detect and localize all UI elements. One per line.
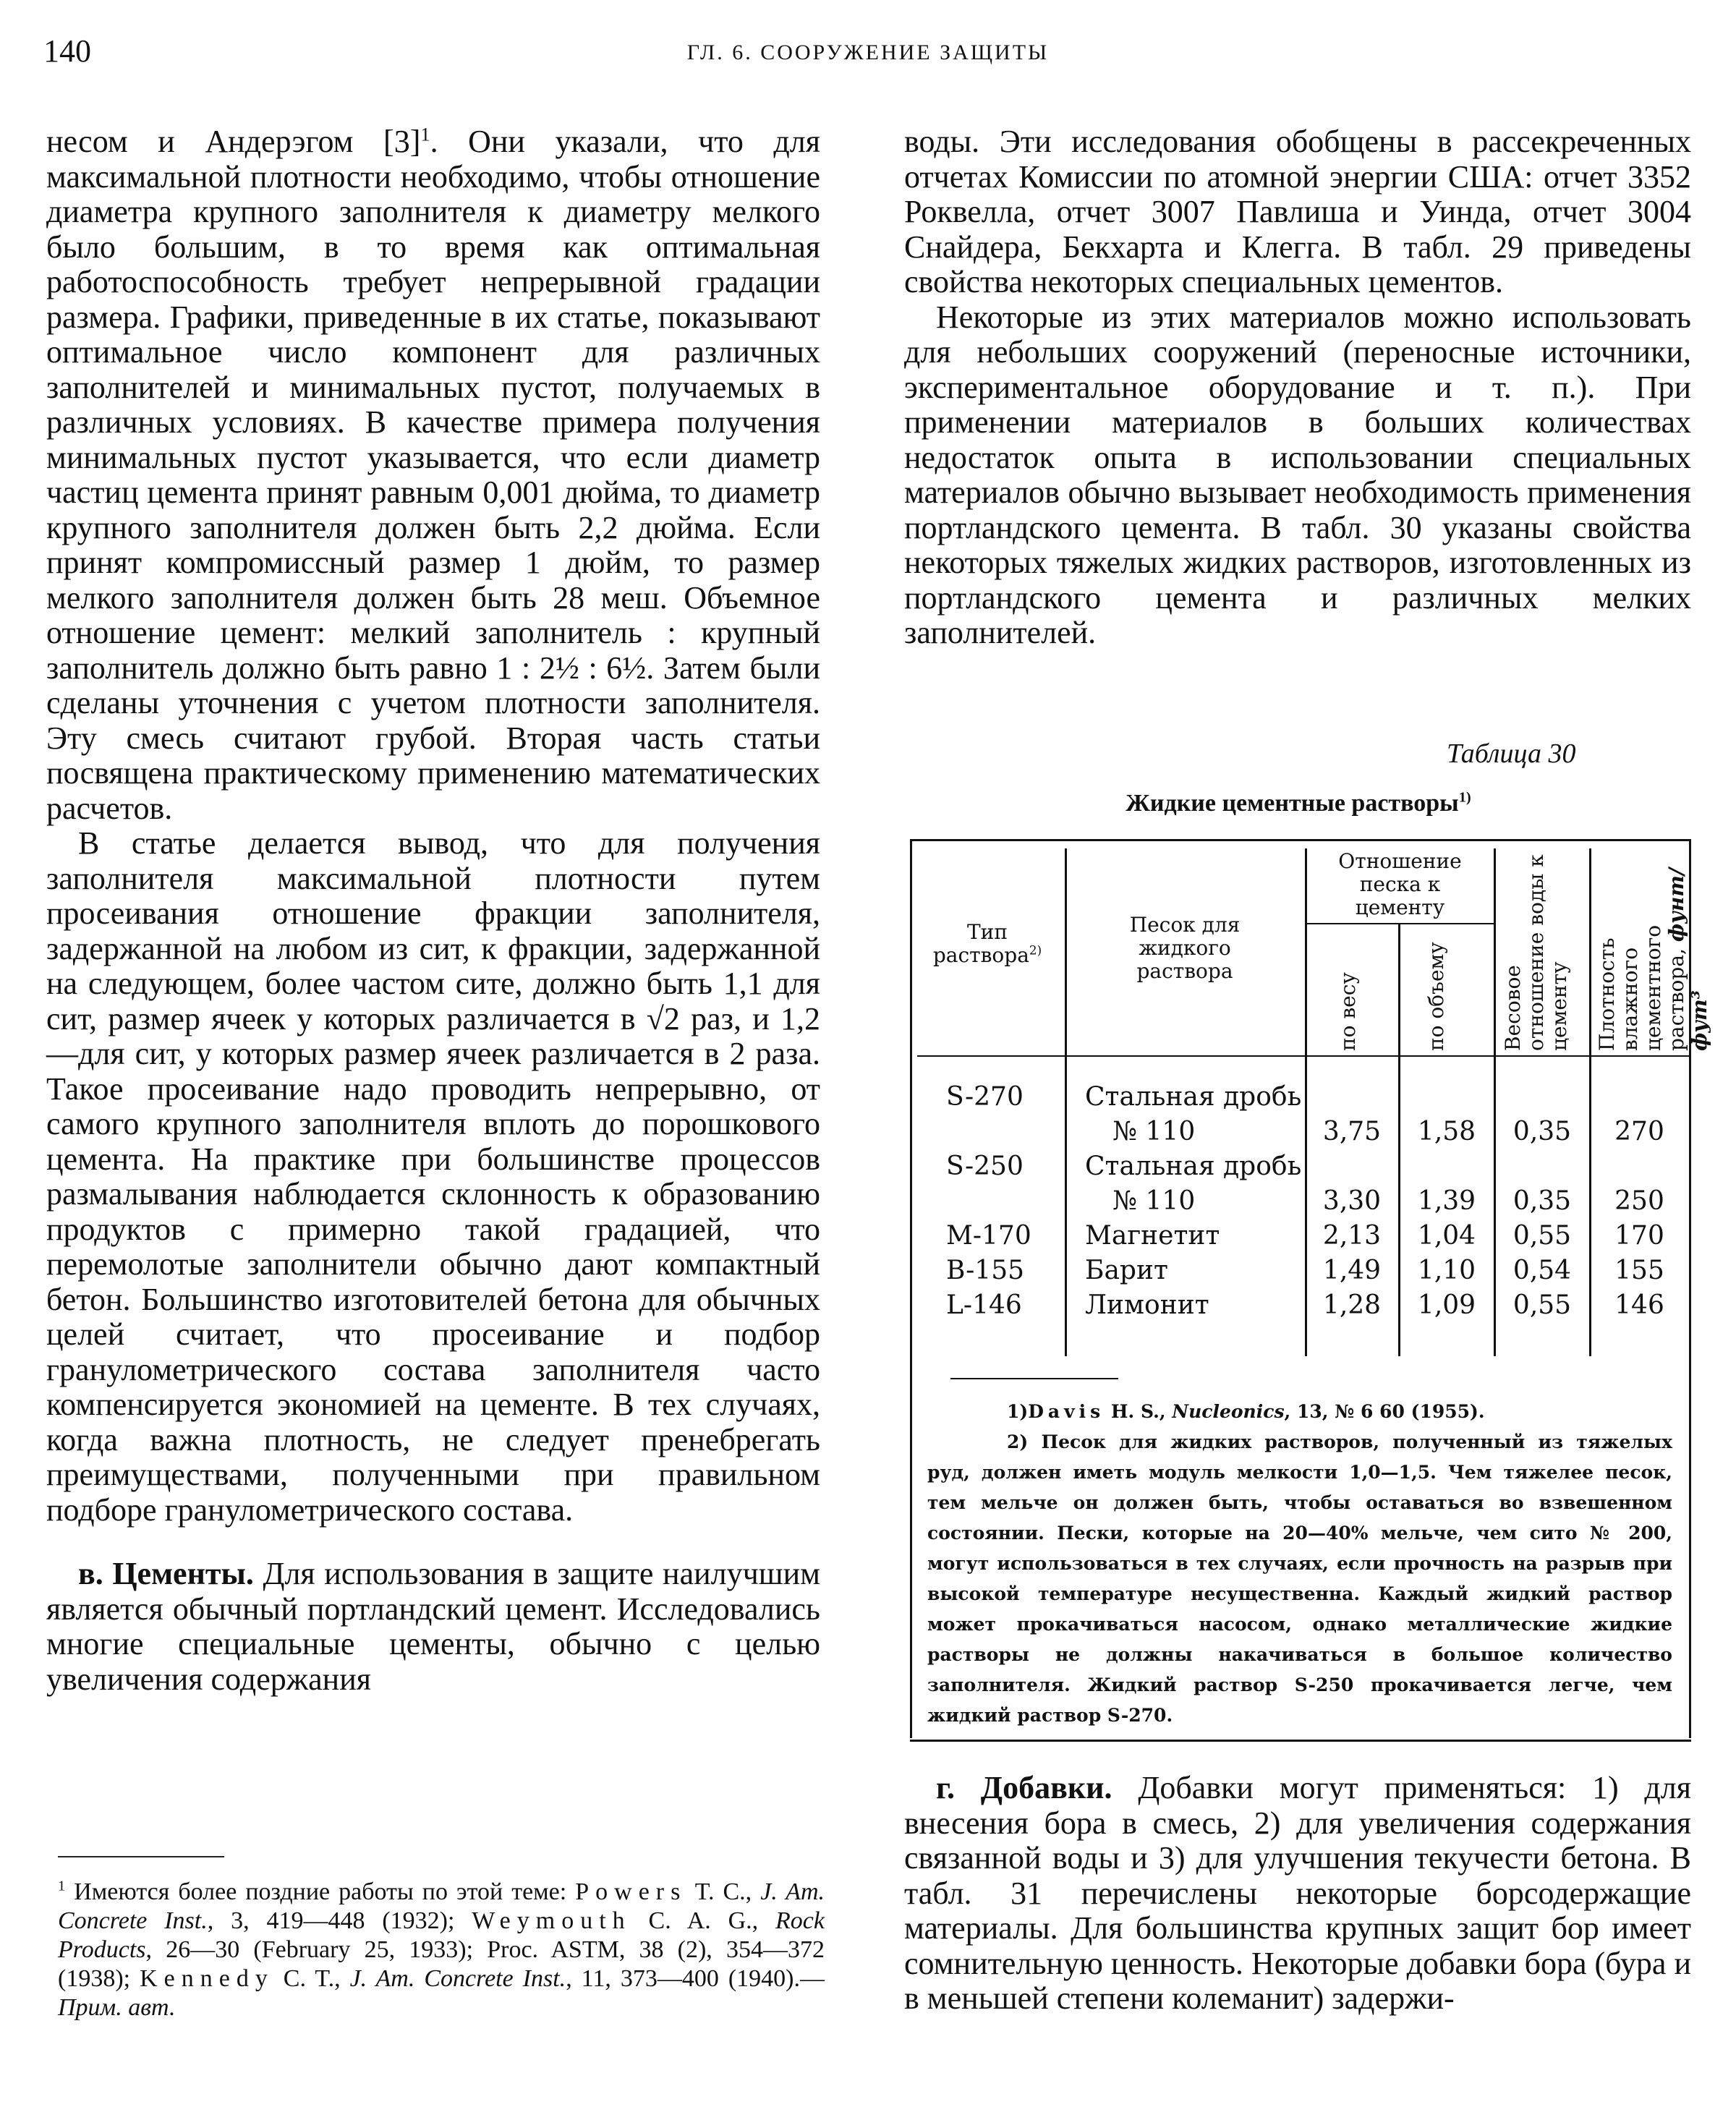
cell-sand: Барит [1085,1256,1168,1285]
journal: J. Am. Concrete Inst. [349,1965,566,1992]
left-column [46,124,820,1697]
col-header-by-volume: по объему [1424,942,1448,1051]
cell-density: 146 [1614,1290,1664,1320]
cell-by-weight: 1,49 [1322,1256,1382,1285]
column-divider [1065,848,1067,1356]
section-cements [46,1557,820,1697]
table-caption: Таблица 30 [1447,738,1576,769]
cell-by-weight: 1,28 [1322,1290,1382,1320]
col-header-water-ratio: Весовое отношение воды к цементу [1501,854,1571,1051]
cell-sand: Магнетит [1085,1221,1220,1251]
table-footnote-1: 1)Davis H. S., Nucleonics, 13, № 6 60 (1955). [1007,1401,1485,1422]
paragraph [46,124,820,826]
section-additives [904,1771,1691,2017]
cell-by-volume: 1,09 [1417,1290,1476,1320]
col-header-sand: Песок для жидкого раствора [1129,913,1241,983]
cell-water: 0,55 [1512,1290,1572,1320]
cell-water: 0,54 [1512,1256,1572,1285]
cell-by-volume: 1,58 [1417,1117,1476,1146]
col-header-density: Плотность влажного цементного раствора, фунт/фут³ [1595,867,1711,1051]
cell-water: 0,55 [1512,1221,1572,1251]
journal: J. Am. Concrete Inst. [58,1878,825,1934]
cell-type: L-146 [946,1290,1022,1320]
cell-by-weight: 3,75 [1322,1117,1382,1146]
paragraph-text: Для использования в защите наилучшим является обычный портландский цемент. Исследовались многие специальные цементы, обычно с целью увеличения содержания [46,1556,820,1697]
col-header-ratio-group: Отношение песка к цементу [1338,849,1462,919]
cell-by-volume: 1,04 [1417,1221,1476,1251]
footnote-divider [58,1856,224,1857]
paragraph [904,1771,1691,2017]
footnote-marker: 1 [58,1878,66,1894]
cell-sand: Стальная дробь [1085,1152,1302,1181]
cell-by-weight: 3,30 [1322,1186,1382,1216]
paragraph-text: Добавки могут применяться: 1) для внесения бора в смесь, 2) для увеличения содержания связанной воды и 3) для улучшения текучести бетона. В табл. 31 перечислены некоторые борсодержащие материалы. Для большинства крупных защит бор имеет сомнительную ценность. Некоторые добавки бора (бура и в меньшей степени колеманит) задержи- [904,1770,1691,2016]
table-footnote-2: 2) Песок для жидких растворов, полученный из тяжелых руд, должен иметь модуль мелкости 1,0—1,5. Чем тяжелее песок, тем мельче он должен быть, чтобы оставаться во взвешенном состоянии. Пески, которые на 20—40% мельче, чем сито № 200, могут использоваться в тех случаях, если прочность на разрыв при высокой температуре несущественна. Каждый жидкий раствор может прокачиваться насосом, однако металлические жидкие растворы не должны накачиваться в большое количество заполнителя. Жидкий раствор S-250 прокачивается легче, чем жидкий раствор S-270. [927,1431,1672,1726]
note: Прим. авт. [58,1994,176,2021]
col-header-type: Тип раствора$^{2)}$ [932,920,1042,967]
table-title: Жидкие цементные растворы$^{1)}$ [1126,789,1471,817]
header-divider [917,1055,1689,1057]
header-subdivider [1305,923,1494,924]
table-footnote-divider [950,1378,1118,1379]
cell-water: 0,35 [1512,1186,1572,1216]
section-heading: в. Цементы. [78,1556,254,1591]
cell-density: 270 [1614,1117,1664,1146]
paragraph: воды. Эти исследования обобщены в рассекреченных отчетах Комиссии по атомной энергии США: отчет 3352 Роквелла, отчет 3007 Павлиша и Уинда, отчет 3004 Снайдера, Бекхарта и Клегга. В табл. 29 приведены свойства некоторых специальных цементов. [904,124,1691,299]
cell-water: 0,35 [1512,1117,1572,1146]
journal: Rock Products [58,1907,825,1963]
cell-by-volume: 1,10 [1417,1256,1476,1285]
section-heading: г. Добавки. [936,1770,1112,1805]
right-column [904,124,1691,651]
footnote-ref[interactable]: 1 [420,123,430,145]
running-title: ГЛ. 6. СООРУЖЕНИЕ ЗАЩИТЫ [686,41,1050,64]
footnote: $^1$ Имеются более поздние работы по этой теме: Powers T. C., J. Am. Concrete Inst., 3, 419—448 (1932); Weymouth C. A. G., Rock Products, 26—30 (February 25, 1933); Proc. ASTM, 38 (2), 354—372 (1938); Kennedy C. T., J. Am. Concrete Inst., 11, 373—400 (1940).—Прим. авт. [58,1878,825,2021]
cell-by-volume: 1,39 [1417,1186,1476,1216]
cell-sand: Стальная дробь [1085,1082,1302,1112]
cell-sand: № 110 [1112,1186,1196,1216]
paragraph-text: несом и Андерэгом [3] [46,124,421,159]
cell-sand: № 110 [1112,1117,1196,1146]
author: Kennedy [140,1965,274,1992]
paragraph: Некоторые из этих материалов можно использовать для небольших сооружений (переносные источники, экспериментальное оборудование и т. п.). При применении материалов в больших количествах недостаток опыта в использовании специальных материалов обычно вызывает необходимость применения портландского цемента. В табл. 30 указаны свойства некоторых тяжелых жидких растворов, изготовленных из портландского цемента и различных мелких заполнителей. [904,299,1691,650]
cell-density: 170 [1614,1221,1664,1251]
cell-density: 155 [1614,1256,1664,1285]
table-border-left [910,841,912,1738]
paragraph-text: . Они указали, что для максимальной плотности необходимо, чтобы отношение диаметра крупного заполнителя к диаметру мелкого было большим, в то время как оптимальная работоспособность требует непрерывной градации размера. Графики, приведенные в их статье, показывают оптимальное число компонент для различных заполнителей и минимальных пустот, получаемых в различных условиях. В качестве примера получения минимальных пустот указывается, что если диаметр частиц цемента принят равным 0,001 дюйма, то диаметр крупного заполнителя должен быть 2,2 дюйма. Если принят компромиссный размер 1 дюйм, то размер мелкого заполнителя должен быть 28 меш. Объемное отношение цемент: мелкий заполнитель : крупный заполнитель должно быть равно 1 : 2½ : 6½. Затем были сделаны уточнения с учетом плотности заполнителя. Эту смесь считают грубой. Вторая часть статьи посвящена практическому применению математических расчетов. [46,124,820,826]
cell-density: 250 [1614,1186,1664,1216]
cell-by-weight: 2,13 [1322,1221,1382,1251]
table [910,839,1711,1742]
cell-type: M-170 [946,1221,1031,1251]
author: Weymouth [472,1907,631,1934]
cell-sand: Лимонит [1085,1290,1209,1320]
cell-type: S-270 [946,1082,1024,1112]
author: Powers [575,1878,687,1905]
col-header-by-weight: по весу [1336,972,1360,1051]
cell-type: B-155 [946,1256,1024,1285]
cell-type: S-250 [946,1152,1024,1181]
paragraph: В статье делается вывод, что для получения заполнителя максимальной плотности путем просеивания отношение фракции заполнителя, задержанной на любом из сит, к фракции, задержанной на следующем, более частом сите, должно быть 1,1 для сит, размер ячеек у которых различается в √2 раз, и 1,2—для сит, у которых размер ячеек различается в 2 раза. Такое просеивание надо проводить непрерывно, от самого крупного заполнителя вплоть до порошкового цемента. На практике при большинстве процессов размалывания наблюдается склонность к образованию продуктов с примерно такой градацией, что перемолотые заполнители обычно дают компактный бетон. Большинство изготовителей бетона для обычных целей считает, что просеивание и подбор гранулометрического состава заполнителя часто компенсируется экономией на цементе. В тех случаях, когда важна плотность, не следует пренебрегать преимуществами, полученными при правильном подборе гранулометрического состава. [46,825,820,1528]
footnote-ref[interactable]: 1) [1458,789,1471,806]
page-number: 140 [43,33,91,69]
